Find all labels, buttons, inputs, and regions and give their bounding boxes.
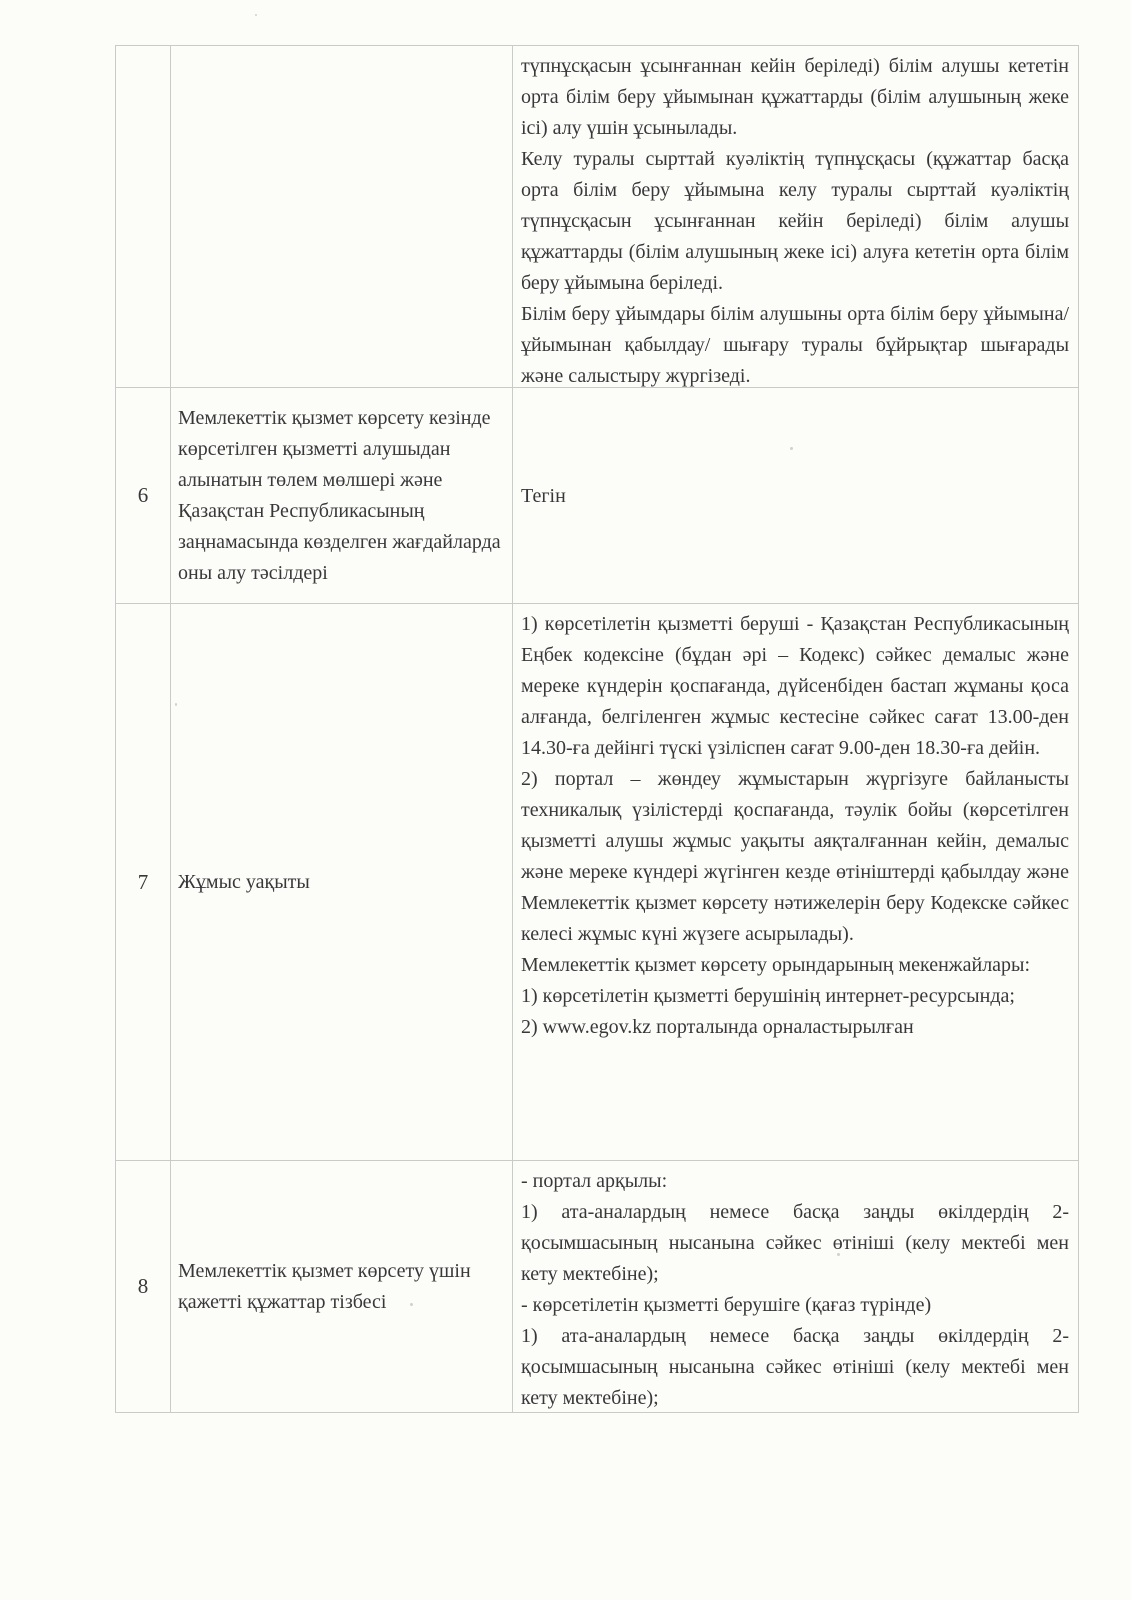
row-content-cell bbox=[513, 46, 1079, 388]
row-label: Жұмыс уақыты bbox=[178, 870, 310, 893]
row-number-cell: 8 bbox=[116, 1161, 171, 1413]
content-paragraph: 1) көрсетілетін қызметті берушінің интернет-ресурсында; bbox=[521, 985, 1015, 1007]
content-paragraph: 1) ата-аналардың немесе басқа заңды өкілдердің 2-қосымшасының нысанына сәйкес өтініші (келу мектебі мен кету мектебіне); bbox=[521, 1201, 1069, 1285]
row-label: Мемлекеттік қызмет көрсету үшін қажетті құжаттар тізбесі bbox=[178, 1259, 471, 1313]
service-standard-table bbox=[115, 45, 1079, 1413]
row-content-cell bbox=[513, 1161, 1079, 1413]
row-number-cell bbox=[116, 46, 171, 388]
scan-speck bbox=[255, 14, 257, 16]
content-paragraph: - портал арқылы: bbox=[521, 1170, 668, 1192]
row-number-cell: 7 bbox=[116, 604, 171, 1161]
content-paragraph: 1) ата-аналардың немесе басқа заңды өкілдердің 2-қосымшасының нысанына сәйкес өтініші (келу мектебі мен кету мектебіне); bbox=[521, 1325, 1069, 1409]
row-number-cell: 6 bbox=[116, 388, 171, 604]
row-label-cell bbox=[171, 1161, 513, 1413]
scan-speck bbox=[175, 703, 177, 706]
content-paragraph: Мемлекеттік қызмет көрсету орындарының мекенжайлары: bbox=[521, 954, 1031, 976]
content-paragraph: Келу туралы сырттай куәліктің түпнұсқасы (құжаттар басқа орта білім беру ұйымына келу туралы сырттай куәліктің түпнұсқасын ұсынғаннан кейін беріледі) білім алушы құжаттарды (білім алушының жеке ісі) алуға кететін орта білім беру ұйымына беріледі. bbox=[521, 148, 1069, 294]
content-paragraph: 2) www.egov.kz порталында орналастырылған bbox=[521, 1016, 914, 1038]
scan-speck bbox=[790, 447, 793, 450]
row-label: Мемлекеттік қызмет көрсету кезінде көрсетілген қызметті алушыдан алынатын төлем мөлшері және Қазақстан Республикасының заңнамасында көзделген жағдайларда оны алу тәсілдері bbox=[178, 406, 501, 584]
row-label-cell bbox=[171, 604, 513, 1161]
content-paragraph: 2) портал – жөндеу жұмыстарын жүргізуге байланысты техникалық үзілістерді қоспағанда, тәулік бойы (көрсетілген қызметті алушы жұмыс уақыты аяқталғаннан кейін, демалыс және мереке күндері жүгінген кезде өтініштерді қабылдау және Мемлекеттік қызмет көрсету нәтижелерін беру Кодекске сәйкес келесі жұмыс күні жүзеге асырылады). bbox=[521, 768, 1069, 945]
content-paragraph: - көрсетілетін қызметті берушіге (қағаз түрінде) bbox=[521, 1294, 932, 1316]
row-label-cell bbox=[171, 46, 513, 388]
content-paragraph: түпнұсқасын ұсынғаннан кейін беріледі) білім алушы кететін орта білім беру ұйымынан құжаттарды (білім алушының жеке ісі) алу үшін ұсынылады. bbox=[521, 55, 1069, 139]
row-label-cell bbox=[171, 388, 513, 604]
row-content-cell bbox=[513, 604, 1079, 1161]
scan-speck bbox=[837, 1253, 840, 1256]
content-paragraph: Тегін bbox=[521, 484, 566, 507]
content-paragraph: Білім беру ұйымдары білім алушыны орта білім беру ұйымына/ұйымынан қабылдау/ шығару туралы бұйрықтар шығарады және салыстыру жүргізеді. bbox=[521, 303, 1069, 387]
scan-speck bbox=[410, 1303, 413, 1306]
row-content-cell bbox=[513, 388, 1079, 604]
content-paragraph: 1) көрсетілетін қызметті беруші - Қазақстан Республикасының Еңбек кодексіне (бұдан әрі – Кодекс) сәйкес демалыс және мереке күндерін қоспағанда, дүйсенбіден бастап жұманы қоса алғанда, белгіленген жұмыс кестесіне сәйкес сағат 13.00-ден 14.30-ға дейінгі түскі үзіліспен сағат 9.00-ден 18.30-ға дейін. bbox=[521, 613, 1069, 759]
